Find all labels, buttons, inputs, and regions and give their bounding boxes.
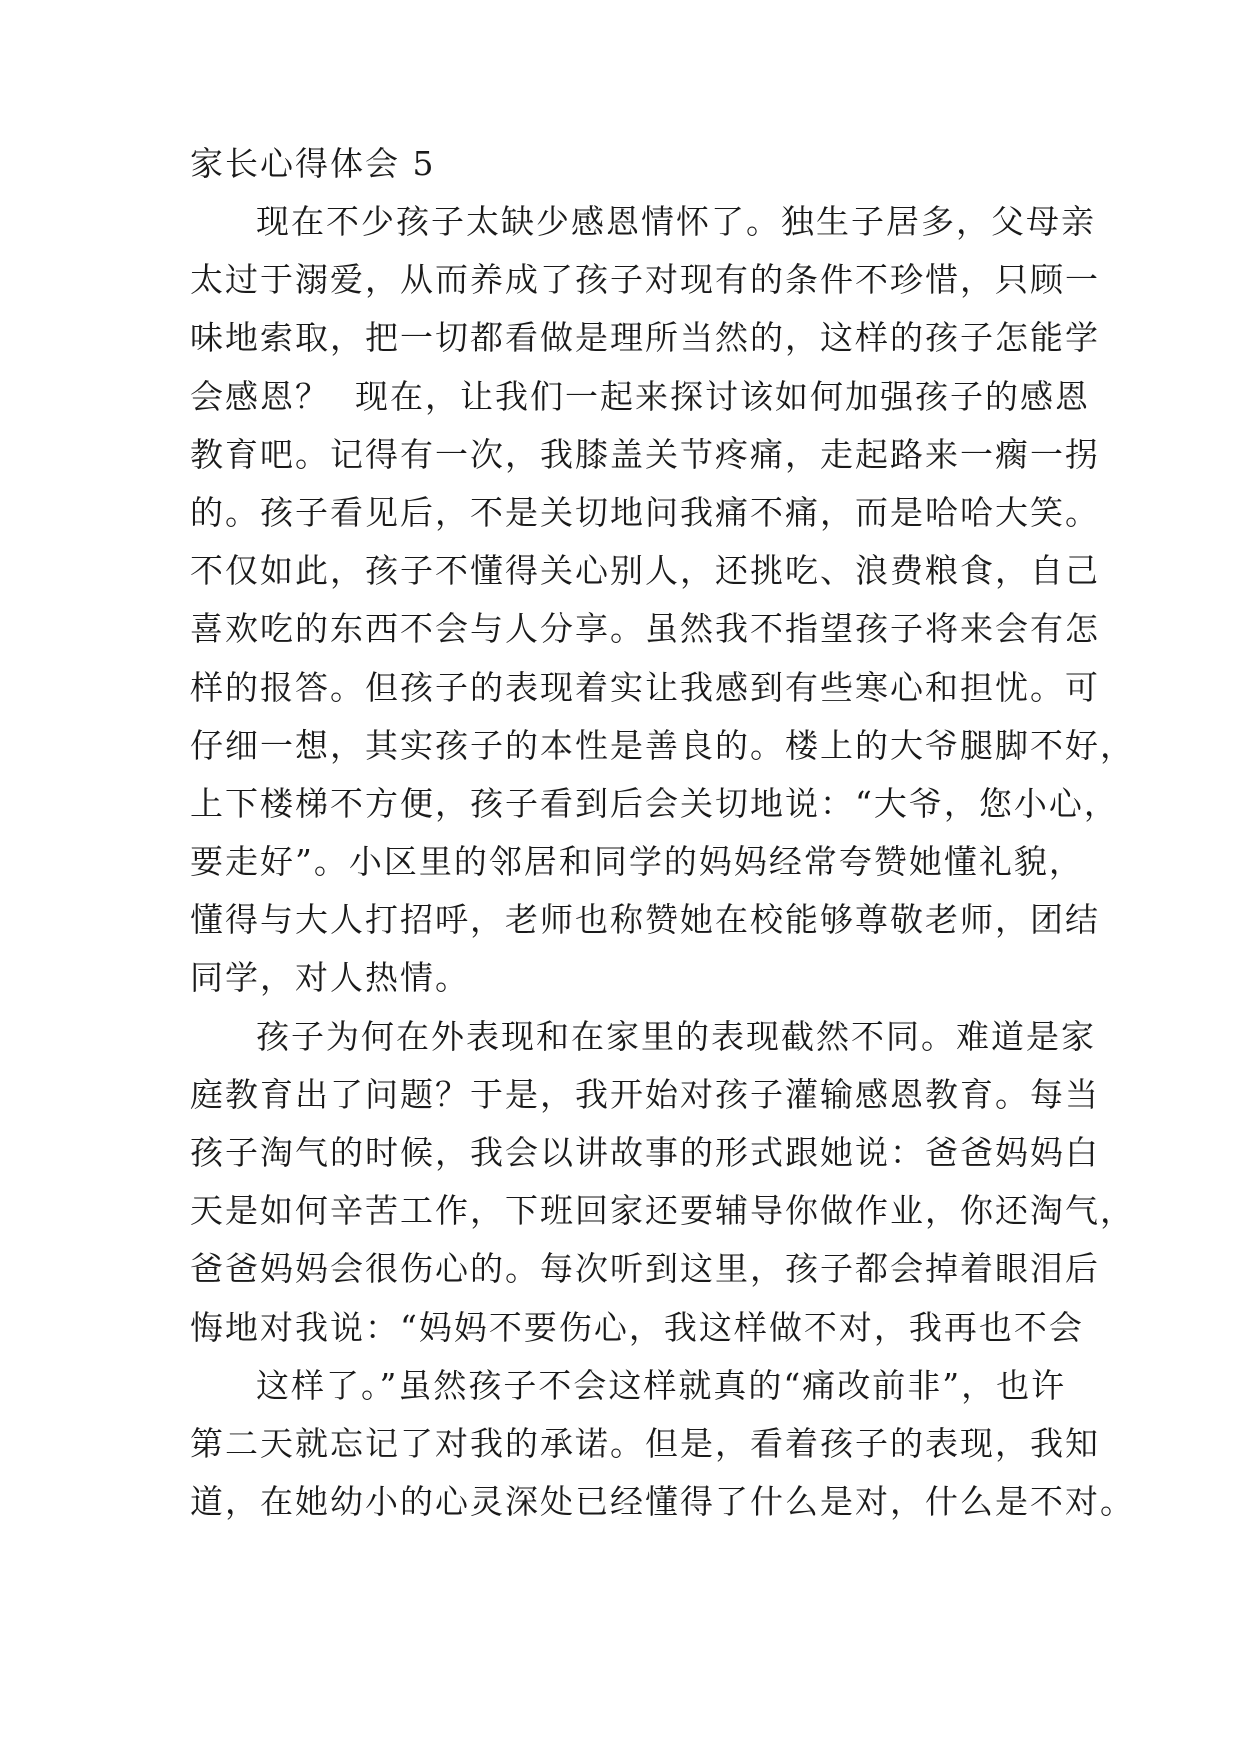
text-line: 这样了。”虽然孩子不会这样就真的“痛改前非”，也许 <box>256 1365 1067 1405</box>
document-body <box>190 135 1135 1531</box>
paragraph-1 <box>190 193 1135 1008</box>
paragraph-2 <box>190 1008 1135 1357</box>
text-line: 天是如何辛苦工作，下班回家还要辅导你做作业，你还淘气， <box>190 1191 1135 1231</box>
document-title: 家长心得体会 5 <box>190 144 436 183</box>
text-line: 要走好”。小区里的邻居和同学的妈妈经常夸赞她懂礼貌， <box>190 842 1084 882</box>
text-line: 的。孩子看见后，不是关切地问我痛不痛，而是哈哈大笑。 <box>190 492 1100 532</box>
text-line: 爸爸妈妈会很伤心的。每次听到这里，孩子都会掉着眼泪后 <box>190 1249 1100 1289</box>
text-line: 味地索取，把一切都看做是理所当然的，这样的孩子怎能学 <box>190 318 1100 358</box>
text-line: 懂得与大人打招呼，老师也称赞她在校能够尊敬老师，团结 <box>190 900 1100 940</box>
text-line: 喜欢吃的东西不会与人分享。虽然我不指望孩子将来会有怎 <box>190 609 1100 649</box>
text-line: 会感恩？ 现在，让我们一起来探讨该如何加强孩子的感恩 <box>190 376 1090 416</box>
text-line: 孩子淘气的时候，我会以讲故事的形式跟她说：爸爸妈妈白 <box>190 1133 1100 1172</box>
text-line: 不仅如此，孩子不懂得关心别人，还挑吃、浪费粮食，自己 <box>190 551 1100 591</box>
text-line: 孩子为何在外表现和在家里的表现截然不同。难道是家 <box>256 1016 1096 1056</box>
text-line: 现在不少孩子太缺少感恩情怀了。独生子居多，父母亲 <box>256 202 1096 241</box>
text-line: 上下楼梯不方便，孩子看到后会关切地说：“大爷，您小心， <box>190 783 1119 823</box>
paragraph-3 <box>190 1357 1135 1532</box>
text-line: 样的报答。但孩子的表现着实让我感到有些寒心和担忧。可 <box>190 667 1100 707</box>
text-line: 教育吧。记得有一次，我膝盖关节疼痛，走起路来一瘸一拐 <box>190 434 1100 474</box>
text-line: 太过于溺爱，从而养成了孩子对现有的条件不珍惜，只顾一 <box>190 260 1100 300</box>
text-line: 道，在她幼小的心灵深处已经懂得了什么是对，什么是不对。 <box>190 1482 1135 1522</box>
text-line: 庭教育出了问题？于是，我开始对孩子灌输感恩教育。每当 <box>190 1074 1100 1114</box>
text-line: 悔地对我说：“妈妈不要伤心，我这样做不对，我再也不会 <box>190 1307 1084 1347</box>
text-line: 仔细一想，其实孩子的本性是善良的。楼上的大爷腿脚不好， <box>190 725 1135 765</box>
text-line: 第二天就忘记了对我的承诺。但是，看着孩子的表现，我知 <box>190 1423 1100 1463</box>
text-line: 同学，对人热情。 <box>190 958 470 998</box>
